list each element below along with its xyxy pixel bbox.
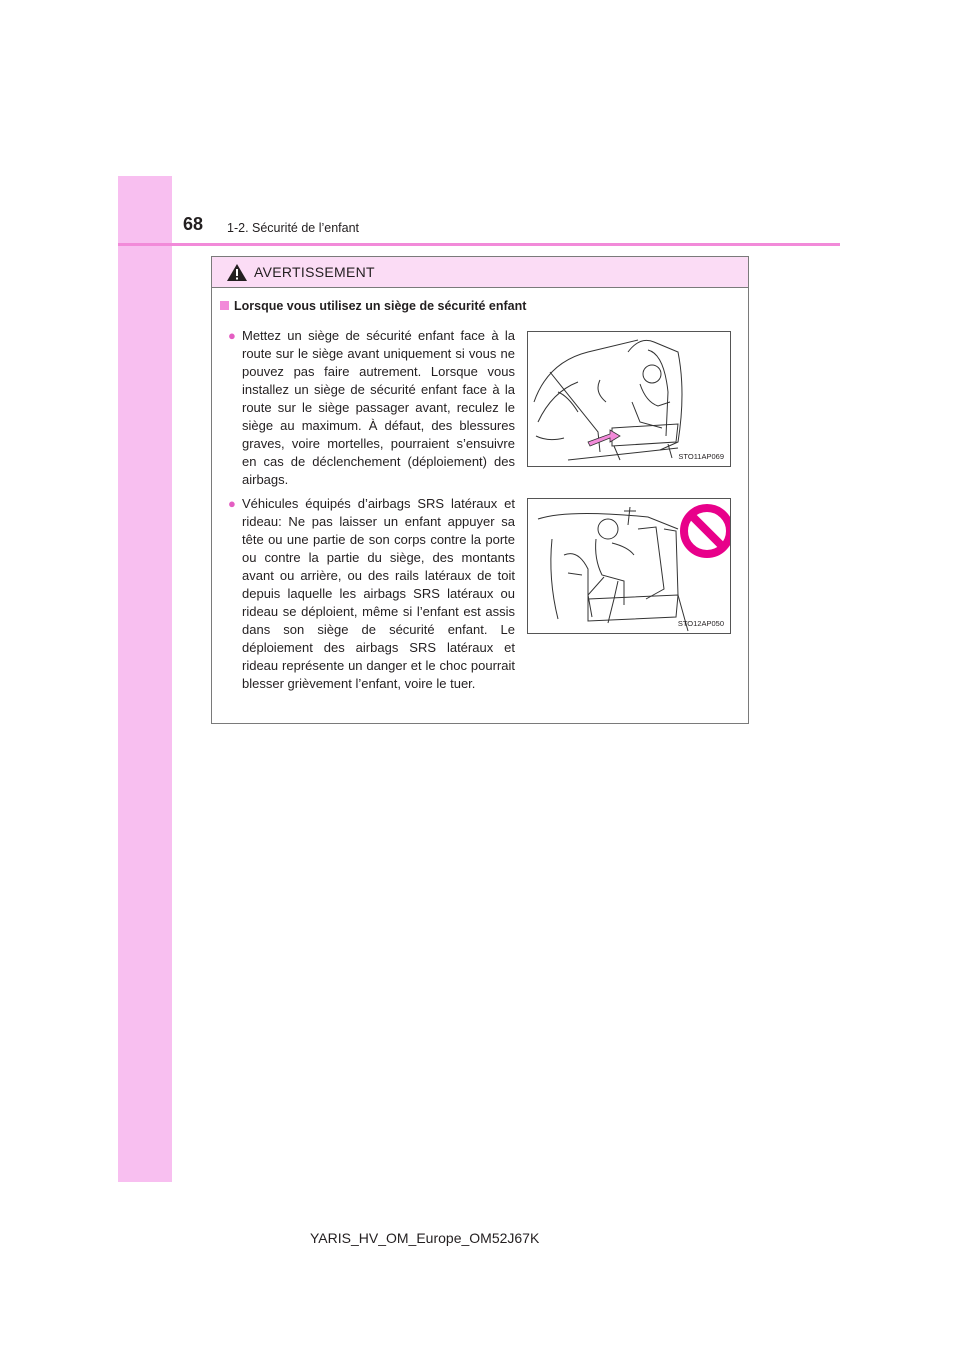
illustration-front-seat-child-seat — [527, 331, 731, 467]
warning-box — [211, 256, 749, 724]
document-code: YARIS_HV_OM_Europe_OM52J67K — [310, 1230, 540, 1246]
circle-bullet-icon: ● — [228, 328, 236, 343]
prohibition-icon — [679, 503, 731, 559]
square-bullet-icon — [220, 301, 229, 310]
warning-item-2-text: Véhicules équipés d’airbags SRS latéraux et rideau: Ne pas laisser un enfant appuyer sa tête ou une partie de son corps contre la porte ou contre la partie du siège, des montants avant ou arrière, ou des rails latéraux de toit depuis laquelle les airbags SRS latéraux ou rideau se déploient, même si l’enfant est assis dans son siège de sécurité enfant. Le déploiement des airbags SRS latéraux et rideau représente un danger et le choc pourrait blesser grièvement l’enfant, voire le tuer. — [242, 496, 515, 691]
warning-subheading-text: Lorsque vous utilisez un siège de sécurité enfant — [234, 299, 527, 313]
warning-header — [212, 257, 748, 288]
warning-label: AVERTISSEMENT — [254, 264, 375, 280]
section-title: 1-2. Sécurité de l’enfant — [227, 221, 360, 235]
child-seat-front-illustration — [528, 332, 731, 467]
page-number: 68 — [183, 214, 204, 234]
warning-item-1-text: Mettez un siège de sécurité enfant face à la route sur le siège avant uniquement si vous ne pouvez pas faire autrement. Lorsque vous installez un siège de sécurité enfant face à la route sur le siège passager avant, reculez le siège au maximum. À défaut, des blessures graves, voire mortelles, pourraient s’ensuivre en cas de déclenchement (déploiement) des airbags. — [242, 328, 515, 487]
illustration-code: STO11AP069 — [678, 452, 724, 461]
warning-triangle-icon — [226, 263, 248, 282]
side-tab-strip — [118, 176, 172, 1182]
illustration-side-airbag-child — [527, 498, 731, 634]
circle-bullet-icon: ● — [228, 496, 236, 511]
header-rule — [118, 243, 840, 246]
illustration-code: STO12AP050 — [677, 619, 724, 628]
warning-subheading — [220, 299, 526, 313]
